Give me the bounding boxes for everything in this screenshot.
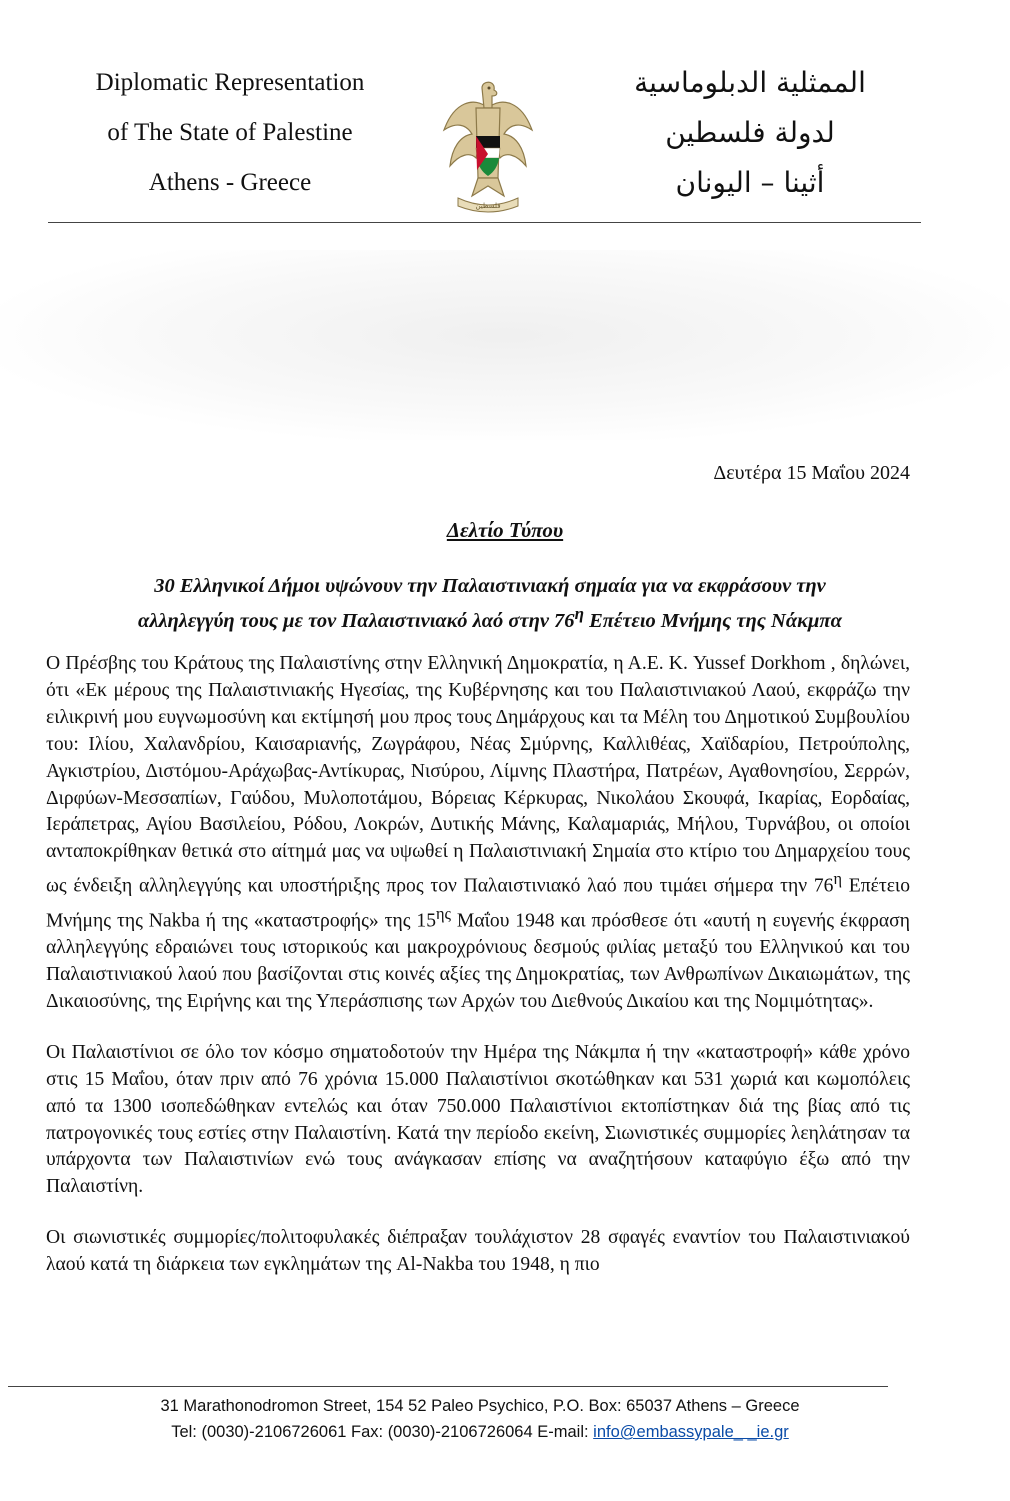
emblem-label: فلسطين bbox=[475, 202, 501, 210]
paragraph-1-superscript-1: η bbox=[833, 869, 842, 889]
letterhead-ar-line-3: أثينا – اليونان bbox=[675, 166, 825, 199]
redacted-blur-area bbox=[0, 250, 1010, 440]
paragraph-1-superscript-2: ης bbox=[436, 903, 452, 923]
letterhead-arabic bbox=[600, 58, 900, 208]
footer-divider bbox=[8, 1386, 888, 1387]
paragraph-2: Οι Παλαιστίνιοι σε όλο τον κόσμο σηματοδοτούν την Ημέρα της Νάκμπα ή την «καταστροφή» κάθε χρόνο στις 15 Μαΐου, όταν πριν από 76 χρόνια 15.000 Παλαιστίνιοι σκοτώθηκαν και 531 χωριά και κωμοπόλεις από τα 1300 ισοπεδώθηκαν εντελώς και όταν 750.000 Παλαιστίνιοι εκτοπίστηκαν διά της βίας από τις πατρογονικές τους εστίες στην Παλαιστίνη. Κατά την περίοδο εκείνη, Σιωνιστικές συμμορίες λεηλάτησαν τα υπάρχοντα των Παλαιστινίων ενώ τους ανάγκασαν επίσης να αναζητήσουν καταφύγιο έξω από την Παλαιστίνη. bbox=[46, 1041, 910, 1198]
paragraph-3: Οι σιωνιστικές συμμορίες/πολιτοφυλακές διέπραξαν τουλάχιστον 28 σφαγές εναντίον του Παλαιστινιακού λαού κατά τη διάρκεια των εγκλημάτων της Al-Nakba του 1948, η πιο bbox=[46, 1227, 910, 1276]
footer-address: 31 Marathonodromon Street, 154 52 Paleo Psychico, P.O. Box: 65037 Athens – Greece bbox=[160, 1397, 800, 1415]
headline-line-1: 30 Ελληνικοί Δήμοι υψώνουν την Παλαιστινιακή σημαία για να εκφράσουν την bbox=[154, 575, 826, 597]
letterhead-ar-line-1: الممثلية الدبلوماسية bbox=[634, 66, 866, 99]
letterhead-english bbox=[40, 58, 420, 208]
letterhead-en-line-1: Diplomatic Representation bbox=[95, 69, 365, 96]
headline-line-2-start: αλληλεγγύη τους με τον Παλαιστινιακό λαό στην 76 bbox=[138, 609, 575, 632]
footer-phones: Tel: (0030)-2106726061 Fax: (0030)-2106726064 E-mail: bbox=[171, 1423, 589, 1441]
paragraph-1-part-c: Μαΐου 1948 και πρόσθεσε ότι «αυτή η ευγενής έκφραση αλληλεγγύης εδραιώνει τους ιστορικούς και μακροχρόνιους δεσμούς φιλίας μεταξύ του Ελληνικού και του Παλαιστινιακού λαού που βασίζονται στις κοινές αξίες της Δημοκρατίας, των Ανθρωπίνων Δικαιωμάτων, της Δικαιοσύνης, της Ειρήνης και της Υπεράσπισης των Αρχών του Διεθνούς Δικαίου και της Νομιμότητας». bbox=[46, 910, 910, 1012]
letterhead-en-line-3: Athens - Greece bbox=[148, 169, 312, 196]
letterhead-en-line-2: of The State of Palestine bbox=[107, 119, 353, 146]
headline-superscript: η bbox=[574, 604, 584, 623]
headline bbox=[40, 573, 940, 635]
paragraph-1-part-b: Επέτειο Μνήμης της Nakba ή της «καταστροφής» της 15 bbox=[46, 875, 910, 932]
document-date: Δευτέρα 15 Μαΐου 2024 bbox=[713, 462, 910, 484]
paragraph-1-part-a: Ο Πρέσβης του Κράτους της Παλαιστίνης στην Ελληνική Δημοκρατία, η Α.Ε. Κ. Yussef Dorkhom , δηλώνει, ότι «Εκ μέρους της Παλαιστινιακής Ηγεσίας, της Κυβέρνησης και του Παλαιστινιακού Λαού, εκφράζω την ειλικρινή μου ευγνωμοσύνη και εκτίμησή μου προς τους Δημάρχους και τα Μέλη του Δημοτικού Συμβουλίου του: Ιλίου, Χαλανδρίου, Καισαριανής, Ζωγράφου, Νέας Σμύρνης, Καλλιθέας, Χαϊδαρίου, Πετρούπολης, Αγκιστρίου, Διστόμου-Αράχωβας-Αντίκυρας, Νισύρου, Λίμνης Πλαστήρα, Πατρέων, Αγαθονησίου, Σερρών, Διρφύων-Μεσσαπίων, Γαύδου, Μυλοποτάμου, Βόρειας Κέρκυρας, Νικολάου Σκουφά, Ικαρίας, Εορδαίας, Ιεράπετρας, Αγίου Βασιλείου, Ρόδου, Λοκρών, Δυτικής Μάνης, Καλαμαριάς, Μήλου, Τυρνάβου, οι οποίοι ανταποκρίθηκαν θετικά στο αίτημά μας να υψωθεί η Παλαιστινιακή Σημαία στο κτίριο του Δημαρχείου τους ως ένδειξη αλληλεγγύης και υποστήριξης προς τον Παλαιστινιακό λαό που τιμάει σήμερα την 76 bbox=[46, 653, 910, 897]
footer bbox=[0, 1393, 960, 1445]
headline-line-2-end: Επέτειο Μνήμης της Νάκμπα bbox=[583, 609, 842, 632]
paragraph-1 bbox=[46, 651, 910, 1016]
headline-line-2 bbox=[40, 600, 940, 635]
letterhead-ar-line-2: لدولة فلسطين bbox=[665, 116, 835, 149]
palestine-eagle-emblem-icon bbox=[436, 78, 540, 218]
document-body bbox=[46, 651, 910, 1303]
document-title: Δελτίο Τύπου bbox=[446, 518, 564, 542]
header-divider bbox=[48, 222, 921, 223]
footer-contact bbox=[0, 1419, 960, 1445]
footer-email-link[interactable]: info@embassypale_ _ie.gr bbox=[593, 1423, 789, 1441]
